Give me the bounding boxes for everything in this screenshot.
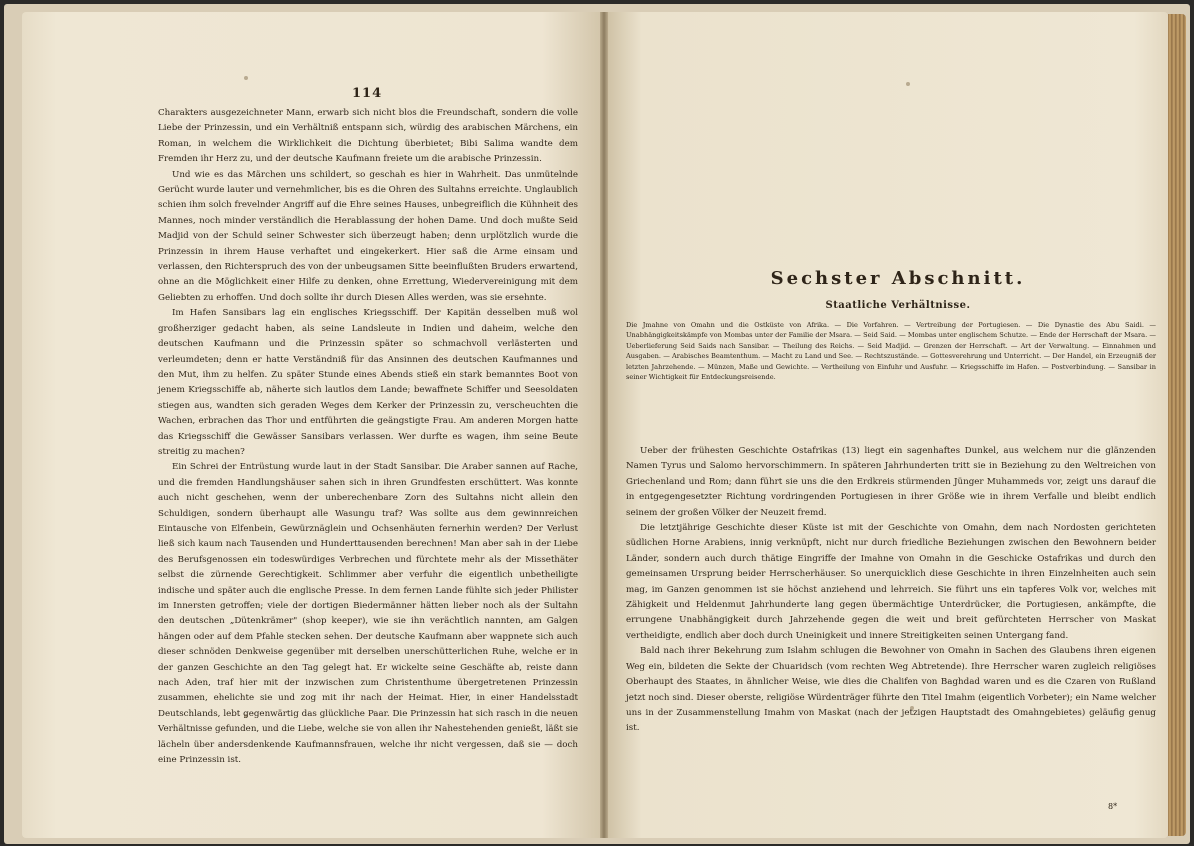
book-gutter [600,12,608,838]
page-number: 114 [352,86,383,101]
left-page-text [158,106,578,766]
right-page [608,12,1168,838]
binding-hole [244,76,248,80]
paragraph: Charakters ausgezeichneter Mann, erwarb sich nicht blos die Freundschaft, sondern die volle Liebe der Prinzessin, und ein Verhältniß entspann sich, würdig des arabischen Märchens, ein Roman, in welchem die Wirklichkeit die Dichtung überbietet; Bibi Salima wandte dem Fremden ihr Herz zu, und der deutsche Kaufmann freiete um die arabische Prinzessin. [158,108,578,165]
right-page-text [626,444,1156,774]
signature-mark: 8* [1108,802,1118,811]
book-spread [4,4,1190,844]
paragraph: Ueber der frühesten Geschichte Ostafrikas (13) liegt ein sagenhaftes Dunkel, aus welchem nur die glänzenden Namen Tyrus und Salomo hervorschimmern. In späteren Jahrhunderten tritt sie in Beziehung zu den Weltreichen von Griechenland und Rom; dann führt sie uns die den Erdkreis stürmenden Jünger Muhammeds vor, zeigt uns darauf die in entgegengesetzter Richtung vordringenden Portugiesen in ihrer Größe wie in ihrem Verfalle und bleibt endlich seinem der großen Völker der Neuzeit fremd. [626,446,1156,518]
paragraph: Bald nach ihrer Bekehrung zum Islahm schlugen die Bewohner von Omahn in Sachen des Glaubens ihren eigenen Weg ein, bildeten die Sekte der Chuaridsch (vom rechten Weg Abtretende). Ihre Herrscher waren zugleich religiöses Oberhaupt des Staates, in ähnlicher Weise, wie dies die Chalifen von Baghdad waren und es die Czaren von Rußland jetzt noch sind. Dieser oberste, religiöse Würdenträger führte den Titel Imahm (eigentlich Vorbeter); ein Name welcher uns in der Zusammenstellung Imahm von Maskat (nach der jetzigen Hauptstadt des Omahngebietes) geläufig genug ist. [626,646,1156,734]
page-edges [1168,14,1186,836]
chapter-title: Sechster Abschnitt. [770,268,1026,289]
chapter-summary: Die Jmahne von Omahn und die Ostküste von Afrika. — Die Vorfahren. — Vertreibung der Portugiesen. — Die Dynastie des Abu Saidi. — Unabhängigkeitskämpfe von Mombas unter der Familie der Msara. — Seid Said. — Mombas unter englischem Schutze. — Ende der Herrschaft der Msara. — Ueberlieferung Seid Saids nach Sansibar. — Theilung des Reichs. — Seid Madjid. — Grenzen der Herrschaft. — Art der Verwaltung. — Einnahmen und Ausgaben. — Arabisches Beamtenthum. — Macht zu Land und See. — Rechtszustände. — Gottesverehrung und Unterricht. — Der Handel, ein Erzeugniß der letzten Jahrzehende. — Münzen, Maße und Gewichte. — Vertheilung von Einfuhr und Ausfuhr. — Kriegsschiffe im Hafen. — Postverbindung. — Sansibar in seiner Wichtigkeit für Entdeckungsreisende. [626,321,1156,382]
paragraph: Und wie es das Märchen uns schildert, so geschah es hier in Wahrheit. Das unmütelnde Gerücht wurde lauter und vernehmlicher, bis es die Ohren des Sultahns erreichte. Unglaublich schien ihm solch frevelnder Angriff auf die Ehre seines Hauses, unbegreiflich die Kühnheit des Mannes, noch minder verständlich die Herablassung der hohen Dame. Und doch mußte Seid Madjid von der Schuld seiner Schwester sich überzeugt haben; denn urplötzlich wurde die Prinzessin in ihrem Hause verhaftet und eingekerkert. Hier saß die Arme einsam und verlassen, den Richterspruch des von der unbeugsamen Sitte beeinflußten Bruders erwartend, ohne an die Möglichkeit einer Hilfe zu denken, ohne Errettung, Wiedervereinigung mit dem Geliebten zu erhoffen. Und doch sollte ihr durch Diesen Alles werden, was sie ersehnte. [158,169,578,303]
paragraph: Die letztjährige Geschichte dieser Küste ist mit der Geschichte von Omahn, dem nach Nordosten gerichteten südlichen Horne Arabiens, innig verknüpft, nicht nur durch friedliche Beziehungen zwischen den Bewohnern beider Länder, sondern auch durch thätige Eingriffe der Imahne von Omahn in die Geschicke Ostafrikas und durch den gemeinsamen Ursprung beider Herrscherhäuser. So unerquicklich diese Geschichte in ihren Einzelnheiten auch sein mag, im Ganzen genommen ist sie höchst anziehend und lehrreich. Sie führt uns ein tapferes Volk vor, welches mit Zähigkeit und Heldenmut Jahrhunderte lang gegen übermächtige Unterdrücker, die Portugiesen, ankämpfte, die errungene Unabhängigkeit durch Jahrzehende gegen die weit und breit gefürchteten Herrscher von Maskat vertheidigte, endlich aber doch durch Uneinigkeit und innere Streitigkeiten seinen Untergang fand. [626,523,1156,641]
left-page [22,12,600,838]
paragraph: Ein Schrei der Entrüstung wurde laut in der Stadt Sansibar. Die Araber sannen auf Rache, und die fremden Handlungshäuser sahen sich in ihren Grundfesten erschüttert. Was konnte auch nicht geschehen, wenn der unberechenbare Zorn des Sultahns nicht allein den Schuldigen, sondern überhaupt alle Wasungu traf? Was sollte aus dem gewinnreichen Eintausche von Elfenbein, Gewürznäglein und Ochsenhäuten fernerhin werden? Der Verlust ließ sich kaum nach Tausenden und Hunderttausenden berechnen! Man aber sah in der Liebe des Berufsgenossen ein todeswürdiges Verbrechen und fürchtete mehr als der Missethäter selbst die zürnende Gerechtigkeit. Schlimmer aber verfuhr die eigentlich unbetheiligte indische und später auch die englische Presse. In dem fernen Lande fühlte sich jeder Philister im Innersten getroffen; viele der dortigen Biedermänner hätten lieber noch als der Sultahn den deutschen „Dütenkrämer" (shop keeper), wie sie ihn verächtlich nannten, am Galgen hängen oder auf dem Pfahle stecken sehen. Der deutsche Kaufmann aber wappnete sich auch dieser schnöden Denkweise gegenüber mit derselben unerschütterlichen Ruhe, welche er in der ganzen Geschichte an den Tag gelegt hat. Er wickelte seine Geschäfte ab, reiste dann nach Aden, traf hier mit der inzwischen zum Christenthume übergetretenen Prinzessin zusammen, ehelichte sie und zog mit ihr nach der Heimat. Hier, in einer Handelsstadt Deutschlands, lebt gegenwärtig das glückliche Paar. Die Prinzessin hat sich rasch in die neuen Verhältnisse gefunden, und die Liebe, welche sie von allen ihr Nahestehenden genießt, läßt sie lächeln über andersdenkende Kaufmannsfrauen, welche ihr nicht vergessen, daß sie — doch eine Prinzessin ist. [158,462,578,766]
binding-hole [906,82,910,86]
paragraph: Im Hafen Sansibars lag ein englisches Kriegsschiff. Der Kapitän desselben muß wol großherziger gedacht haben, als seine Landsleute in Indien und daheim, welche den deutschen Kaufmann und die Prinzessin später so schmachvoll verlästerten und verleumdeten; denn er hatte Verständniß für das Ansinnen des deutschen Kaufmannes und den Mut, ihm zu helfen. Zu später Stunde eines Abends stieß ein stark bemanntes Boot von jenem Kriegsschiffe ab, näherte sich lautlos dem Lande; bewaffnete Schiffer und Seesoldaten stiegen aus, wandten sich geraden Weges dem Kerker der Prinzessin zu, verscheuchten die Wachen, erbrachen das Thor und entführten die geängstigte Frau. Am anderen Morgen hatte das Kriegsschiff die Gewässer Sansibars verlassen. Wer durfte es wagen, ihm seine Beute streitig zu machen? [158,308,578,457]
chapter-subtitle: Staatliche Verhältnisse. [825,300,971,311]
